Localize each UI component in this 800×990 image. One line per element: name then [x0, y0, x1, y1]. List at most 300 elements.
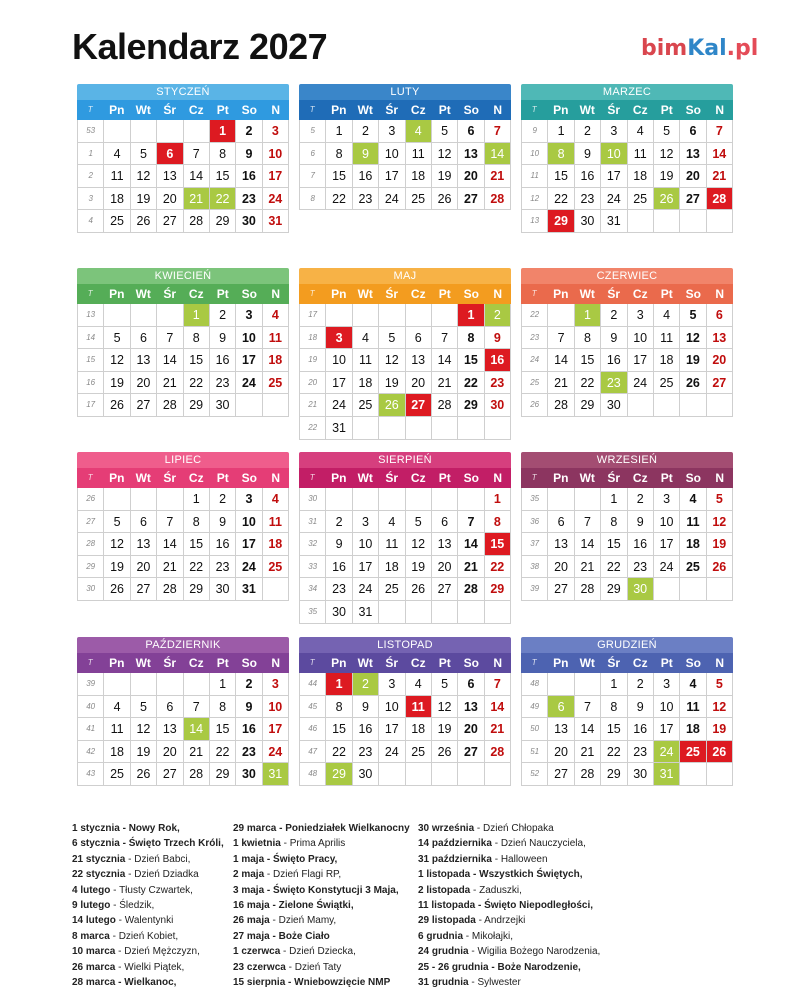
day-cell[interactable]: 16: [210, 533, 236, 555]
day-cell[interactable]: 8: [458, 327, 484, 349]
day-cell[interactable]: 29: [210, 763, 236, 785]
day-cell[interactable]: 29: [210, 210, 236, 232]
day-cell[interactable]: 1: [326, 673, 352, 695]
day-cell[interactable]: [548, 488, 574, 510]
day-cell[interactable]: [379, 763, 405, 785]
day-cell[interactable]: 20: [131, 372, 157, 394]
day-cell[interactable]: 17: [379, 165, 405, 187]
day-cell[interactable]: 2: [575, 120, 601, 142]
day-cell[interactable]: 5: [131, 143, 157, 165]
day-cell[interactable]: 9: [575, 143, 601, 165]
day-cell[interactable]: 5: [680, 304, 706, 326]
day-cell[interactable]: 25: [353, 394, 379, 416]
day-cell[interactable]: [485, 763, 511, 785]
day-cell[interactable]: 1: [575, 304, 601, 326]
day-cell[interactable]: 12: [432, 696, 458, 718]
day-cell[interactable]: 10: [263, 143, 289, 165]
day-cell[interactable]: 13: [680, 143, 706, 165]
day-cell[interactable]: 22: [184, 556, 210, 578]
day-cell[interactable]: 9: [353, 143, 379, 165]
day-cell[interactable]: [263, 578, 289, 600]
day-cell[interactable]: 6: [131, 511, 157, 533]
day-cell[interactable]: 28: [575, 578, 601, 600]
day-cell[interactable]: 9: [628, 696, 654, 718]
day-cell[interactable]: 3: [654, 673, 680, 695]
day-cell[interactable]: [548, 673, 574, 695]
day-cell[interactable]: 15: [601, 718, 627, 740]
day-cell[interactable]: 19: [406, 556, 432, 578]
day-cell[interactable]: 24: [236, 556, 262, 578]
day-cell[interactable]: 10: [263, 696, 289, 718]
day-cell[interactable]: 19: [680, 349, 706, 371]
day-cell[interactable]: 16: [628, 718, 654, 740]
day-cell[interactable]: 30: [353, 763, 379, 785]
day-cell[interactable]: 8: [210, 143, 236, 165]
day-cell[interactable]: [628, 210, 654, 232]
day-cell[interactable]: 25: [104, 763, 130, 785]
day-cell[interactable]: 7: [184, 143, 210, 165]
day-cell[interactable]: [707, 763, 733, 785]
day-cell[interactable]: [707, 210, 733, 232]
day-cell[interactable]: 16: [236, 718, 262, 740]
day-cell[interactable]: 12: [707, 511, 733, 533]
day-cell[interactable]: 12: [131, 718, 157, 740]
day-cell[interactable]: 17: [654, 718, 680, 740]
day-cell[interactable]: 19: [707, 533, 733, 555]
day-cell[interactable]: [458, 488, 484, 510]
day-cell[interactable]: 10: [654, 511, 680, 533]
day-cell[interactable]: [326, 304, 352, 326]
day-cell[interactable]: 22: [548, 188, 574, 210]
day-cell[interactable]: 13: [707, 327, 733, 349]
day-cell[interactable]: 11: [654, 327, 680, 349]
day-cell[interactable]: 7: [184, 696, 210, 718]
day-cell[interactable]: 9: [210, 327, 236, 349]
day-cell[interactable]: 7: [575, 696, 601, 718]
day-cell[interactable]: 19: [432, 718, 458, 740]
day-cell[interactable]: 26: [131, 763, 157, 785]
day-cell[interactable]: 24: [379, 188, 405, 210]
day-cell[interactable]: 9: [236, 696, 262, 718]
day-cell[interactable]: 12: [379, 349, 405, 371]
day-cell[interactable]: 15: [326, 165, 352, 187]
day-cell[interactable]: 10: [628, 327, 654, 349]
day-cell[interactable]: 22: [601, 741, 627, 763]
day-cell[interactable]: 13: [458, 143, 484, 165]
day-cell[interactable]: 11: [406, 696, 432, 718]
day-cell[interactable]: 4: [263, 488, 289, 510]
day-cell[interactable]: 10: [236, 327, 262, 349]
day-cell[interactable]: [432, 763, 458, 785]
day-cell[interactable]: 8: [326, 696, 352, 718]
day-cell[interactable]: 23: [575, 188, 601, 210]
day-cell[interactable]: 7: [485, 673, 511, 695]
day-cell[interactable]: 23: [628, 741, 654, 763]
day-cell[interactable]: 5: [707, 673, 733, 695]
day-cell[interactable]: 20: [548, 741, 574, 763]
day-cell[interactable]: 28: [548, 394, 574, 416]
day-cell[interactable]: [104, 488, 130, 510]
day-cell[interactable]: 8: [184, 511, 210, 533]
day-cell[interactable]: [458, 763, 484, 785]
day-cell[interactable]: 3: [353, 511, 379, 533]
day-cell[interactable]: [654, 578, 680, 600]
day-cell[interactable]: 11: [263, 511, 289, 533]
day-cell[interactable]: 22: [575, 372, 601, 394]
day-cell[interactable]: [680, 394, 706, 416]
day-cell[interactable]: 3: [601, 120, 627, 142]
day-cell[interactable]: 11: [680, 696, 706, 718]
day-cell[interactable]: 30: [628, 763, 654, 785]
day-cell[interactable]: 31: [263, 210, 289, 232]
day-cell[interactable]: 8: [575, 327, 601, 349]
day-cell[interactable]: 17: [353, 556, 379, 578]
day-cell[interactable]: 14: [485, 143, 511, 165]
day-cell[interactable]: 14: [458, 533, 484, 555]
day-cell[interactable]: 26: [104, 394, 130, 416]
day-cell[interactable]: 29: [485, 578, 511, 600]
day-cell[interactable]: 24: [326, 394, 352, 416]
day-cell[interactable]: 23: [236, 741, 262, 763]
day-cell[interactable]: [379, 488, 405, 510]
day-cell[interactable]: [654, 210, 680, 232]
day-cell[interactable]: [707, 394, 733, 416]
day-cell[interactable]: 19: [104, 372, 130, 394]
day-cell[interactable]: 20: [131, 556, 157, 578]
day-cell[interactable]: 23: [236, 188, 262, 210]
day-cell[interactable]: [654, 394, 680, 416]
day-cell[interactable]: 20: [432, 556, 458, 578]
day-cell[interactable]: 2: [210, 488, 236, 510]
day-cell[interactable]: 28: [432, 394, 458, 416]
day-cell[interactable]: 11: [680, 511, 706, 533]
day-cell[interactable]: 1: [485, 488, 511, 510]
day-cell[interactable]: 3: [236, 488, 262, 510]
day-cell[interactable]: 2: [628, 673, 654, 695]
day-cell[interactable]: 30: [601, 394, 627, 416]
day-cell[interactable]: [184, 120, 210, 142]
day-cell[interactable]: 22: [458, 372, 484, 394]
day-cell[interactable]: 21: [184, 741, 210, 763]
day-cell[interactable]: 4: [680, 673, 706, 695]
day-cell[interactable]: [458, 417, 484, 439]
day-cell[interactable]: 11: [104, 165, 130, 187]
day-cell[interactable]: 16: [601, 349, 627, 371]
day-cell[interactable]: 4: [680, 488, 706, 510]
day-cell[interactable]: 15: [601, 533, 627, 555]
day-cell[interactable]: 14: [157, 533, 183, 555]
day-cell[interactable]: 13: [548, 718, 574, 740]
day-cell[interactable]: 5: [707, 488, 733, 510]
day-cell[interactable]: 10: [353, 533, 379, 555]
day-cell[interactable]: 8: [601, 696, 627, 718]
day-cell[interactable]: 20: [157, 741, 183, 763]
day-cell[interactable]: 13: [157, 165, 183, 187]
day-cell[interactable]: 24: [379, 741, 405, 763]
day-cell[interactable]: 22: [210, 741, 236, 763]
day-cell[interactable]: 17: [263, 718, 289, 740]
day-cell[interactable]: 12: [432, 143, 458, 165]
day-cell[interactable]: 28: [184, 763, 210, 785]
day-cell[interactable]: 25: [406, 741, 432, 763]
day-cell[interactable]: 20: [157, 188, 183, 210]
day-cell[interactable]: 7: [157, 511, 183, 533]
day-cell[interactable]: 3: [379, 120, 405, 142]
day-cell[interactable]: 8: [326, 143, 352, 165]
day-cell[interactable]: 20: [458, 718, 484, 740]
day-cell[interactable]: 12: [680, 327, 706, 349]
day-cell[interactable]: 27: [432, 578, 458, 600]
day-cell[interactable]: 14: [707, 143, 733, 165]
day-cell[interactable]: 10: [236, 511, 262, 533]
day-cell[interactable]: 21: [548, 372, 574, 394]
day-cell[interactable]: 4: [379, 511, 405, 533]
day-cell[interactable]: 14: [184, 165, 210, 187]
day-cell[interactable]: 12: [406, 533, 432, 555]
day-cell[interactable]: 24: [263, 188, 289, 210]
day-cell[interactable]: 18: [628, 165, 654, 187]
day-cell[interactable]: 6: [548, 511, 574, 533]
day-cell[interactable]: 2: [601, 304, 627, 326]
day-cell[interactable]: 11: [379, 533, 405, 555]
day-cell[interactable]: 17: [236, 349, 262, 371]
day-cell[interactable]: 18: [680, 718, 706, 740]
day-cell[interactable]: 6: [157, 143, 183, 165]
day-cell[interactable]: [406, 417, 432, 439]
day-cell[interactable]: 3: [263, 120, 289, 142]
day-cell[interactable]: 2: [236, 673, 262, 695]
day-cell[interactable]: 9: [236, 143, 262, 165]
day-cell[interactable]: 29: [601, 578, 627, 600]
day-cell[interactable]: 17: [236, 533, 262, 555]
day-cell[interactable]: 9: [485, 327, 511, 349]
day-cell[interactable]: 9: [210, 511, 236, 533]
day-cell[interactable]: 5: [432, 120, 458, 142]
day-cell[interactable]: 28: [485, 741, 511, 763]
day-cell[interactable]: [157, 673, 183, 695]
day-cell[interactable]: 16: [236, 165, 262, 187]
day-cell[interactable]: 13: [131, 349, 157, 371]
day-cell[interactable]: 23: [353, 188, 379, 210]
day-cell[interactable]: 21: [157, 372, 183, 394]
day-cell[interactable]: 5: [432, 673, 458, 695]
day-cell[interactable]: 13: [157, 718, 183, 740]
day-cell[interactable]: 10: [379, 696, 405, 718]
day-cell[interactable]: 12: [131, 165, 157, 187]
day-cell[interactable]: 18: [680, 533, 706, 555]
day-cell[interactable]: 3: [326, 327, 352, 349]
day-cell[interactable]: 24: [236, 372, 262, 394]
day-cell[interactable]: 27: [548, 578, 574, 600]
day-cell[interactable]: [104, 120, 130, 142]
day-cell[interactable]: 14: [184, 718, 210, 740]
day-cell[interactable]: 4: [654, 304, 680, 326]
day-cell[interactable]: 23: [326, 578, 352, 600]
day-cell[interactable]: 5: [104, 327, 130, 349]
day-cell[interactable]: [379, 417, 405, 439]
day-cell[interactable]: 25: [628, 188, 654, 210]
day-cell[interactable]: 29: [575, 394, 601, 416]
day-cell[interactable]: 4: [263, 304, 289, 326]
day-cell[interactable]: 18: [353, 372, 379, 394]
day-cell[interactable]: 27: [458, 741, 484, 763]
day-cell[interactable]: 18: [406, 165, 432, 187]
day-cell[interactable]: 7: [575, 511, 601, 533]
day-cell[interactable]: 14: [485, 696, 511, 718]
day-cell[interactable]: 25: [654, 372, 680, 394]
day-cell[interactable]: 16: [353, 165, 379, 187]
day-cell[interactable]: 22: [601, 556, 627, 578]
day-cell[interactable]: 24: [263, 741, 289, 763]
day-cell[interactable]: 27: [548, 763, 574, 785]
day-cell[interactable]: 16: [353, 718, 379, 740]
day-cell[interactable]: [379, 304, 405, 326]
day-cell[interactable]: 13: [131, 533, 157, 555]
day-cell[interactable]: 4: [104, 143, 130, 165]
day-cell[interactable]: 19: [707, 718, 733, 740]
day-cell[interactable]: 26: [680, 372, 706, 394]
day-cell[interactable]: 2: [628, 488, 654, 510]
day-cell[interactable]: [157, 488, 183, 510]
day-cell[interactable]: 30: [210, 394, 236, 416]
day-cell[interactable]: 1: [458, 304, 484, 326]
day-cell[interactable]: 30: [628, 578, 654, 600]
day-cell[interactable]: 11: [263, 327, 289, 349]
day-cell[interactable]: 24: [654, 741, 680, 763]
day-cell[interactable]: 28: [485, 188, 511, 210]
day-cell[interactable]: 19: [654, 165, 680, 187]
day-cell[interactable]: 10: [601, 143, 627, 165]
day-cell[interactable]: 28: [184, 210, 210, 232]
day-cell[interactable]: 23: [210, 372, 236, 394]
day-cell[interactable]: 17: [263, 165, 289, 187]
day-cell[interactable]: 29: [326, 763, 352, 785]
day-cell[interactable]: 5: [654, 120, 680, 142]
day-cell[interactable]: 1: [184, 304, 210, 326]
day-cell[interactable]: 25: [406, 188, 432, 210]
day-cell[interactable]: 15: [485, 533, 511, 555]
day-cell[interactable]: 26: [432, 188, 458, 210]
day-cell[interactable]: 23: [210, 556, 236, 578]
day-cell[interactable]: 21: [575, 556, 601, 578]
day-cell[interactable]: 8: [548, 143, 574, 165]
day-cell[interactable]: 23: [628, 556, 654, 578]
day-cell[interactable]: 17: [379, 718, 405, 740]
day-cell[interactable]: 17: [628, 349, 654, 371]
day-cell[interactable]: 8: [601, 511, 627, 533]
day-cell[interactable]: 15: [575, 349, 601, 371]
day-cell[interactable]: [131, 304, 157, 326]
day-cell[interactable]: 20: [458, 165, 484, 187]
day-cell[interactable]: 17: [654, 533, 680, 555]
day-cell[interactable]: 20: [548, 556, 574, 578]
day-cell[interactable]: 15: [326, 718, 352, 740]
day-cell[interactable]: 18: [379, 556, 405, 578]
day-cell[interactable]: 14: [575, 533, 601, 555]
day-cell[interactable]: 2: [353, 673, 379, 695]
day-cell[interactable]: 22: [210, 188, 236, 210]
day-cell[interactable]: [353, 417, 379, 439]
day-cell[interactable]: 20: [406, 372, 432, 394]
day-cell[interactable]: 16: [326, 556, 352, 578]
day-cell[interactable]: 26: [707, 741, 733, 763]
day-cell[interactable]: 19: [131, 741, 157, 763]
day-cell[interactable]: [104, 304, 130, 326]
day-cell[interactable]: 27: [157, 763, 183, 785]
day-cell[interactable]: 6: [432, 511, 458, 533]
day-cell[interactable]: 3: [263, 673, 289, 695]
day-cell[interactable]: 15: [184, 533, 210, 555]
day-cell[interactable]: 23: [601, 372, 627, 394]
day-cell[interactable]: 28: [707, 188, 733, 210]
day-cell[interactable]: 7: [485, 120, 511, 142]
day-cell[interactable]: 30: [326, 601, 352, 623]
day-cell[interactable]: 29: [458, 394, 484, 416]
day-cell[interactable]: 1: [326, 120, 352, 142]
day-cell[interactable]: 14: [575, 718, 601, 740]
day-cell[interactable]: 6: [680, 120, 706, 142]
day-cell[interactable]: 19: [131, 188, 157, 210]
day-cell[interactable]: [680, 763, 706, 785]
day-cell[interactable]: 4: [104, 696, 130, 718]
day-cell[interactable]: [157, 120, 183, 142]
day-cell[interactable]: 27: [406, 394, 432, 416]
day-cell[interactable]: 24: [601, 188, 627, 210]
day-cell[interactable]: 16: [210, 349, 236, 371]
day-cell[interactable]: 26: [131, 210, 157, 232]
day-cell[interactable]: 6: [707, 304, 733, 326]
day-cell[interactable]: [353, 304, 379, 326]
day-cell[interactable]: 26: [654, 188, 680, 210]
day-cell[interactable]: 10: [326, 349, 352, 371]
day-cell[interactable]: 7: [707, 120, 733, 142]
day-cell[interactable]: 19: [379, 372, 405, 394]
day-cell[interactable]: 26: [406, 578, 432, 600]
day-cell[interactable]: 4: [406, 673, 432, 695]
day-cell[interactable]: 16: [628, 533, 654, 555]
day-cell[interactable]: 2: [353, 120, 379, 142]
day-cell[interactable]: 18: [263, 349, 289, 371]
day-cell[interactable]: 20: [680, 165, 706, 187]
day-cell[interactable]: [458, 601, 484, 623]
day-cell[interactable]: 12: [654, 143, 680, 165]
day-cell[interactable]: 1: [210, 673, 236, 695]
day-cell[interactable]: [104, 673, 130, 695]
day-cell[interactable]: 31: [236, 578, 262, 600]
day-cell[interactable]: 25: [680, 556, 706, 578]
day-cell[interactable]: 2: [326, 511, 352, 533]
day-cell[interactable]: 5: [104, 511, 130, 533]
day-cell[interactable]: 8: [485, 511, 511, 533]
day-cell[interactable]: 14: [432, 349, 458, 371]
day-cell[interactable]: [680, 210, 706, 232]
day-cell[interactable]: 26: [707, 556, 733, 578]
day-cell[interactable]: 21: [184, 188, 210, 210]
day-cell[interactable]: 22: [326, 741, 352, 763]
day-cell[interactable]: [575, 488, 601, 510]
day-cell[interactable]: [353, 488, 379, 510]
day-cell[interactable]: 6: [406, 327, 432, 349]
day-cell[interactable]: 27: [458, 188, 484, 210]
day-cell[interactable]: 6: [458, 120, 484, 142]
day-cell[interactable]: [263, 394, 289, 416]
day-cell[interactable]: 17: [326, 372, 352, 394]
day-cell[interactable]: [432, 304, 458, 326]
day-cell[interactable]: [432, 601, 458, 623]
day-cell[interactable]: 12: [104, 533, 130, 555]
day-cell[interactable]: 18: [104, 188, 130, 210]
day-cell[interactable]: 5: [406, 511, 432, 533]
